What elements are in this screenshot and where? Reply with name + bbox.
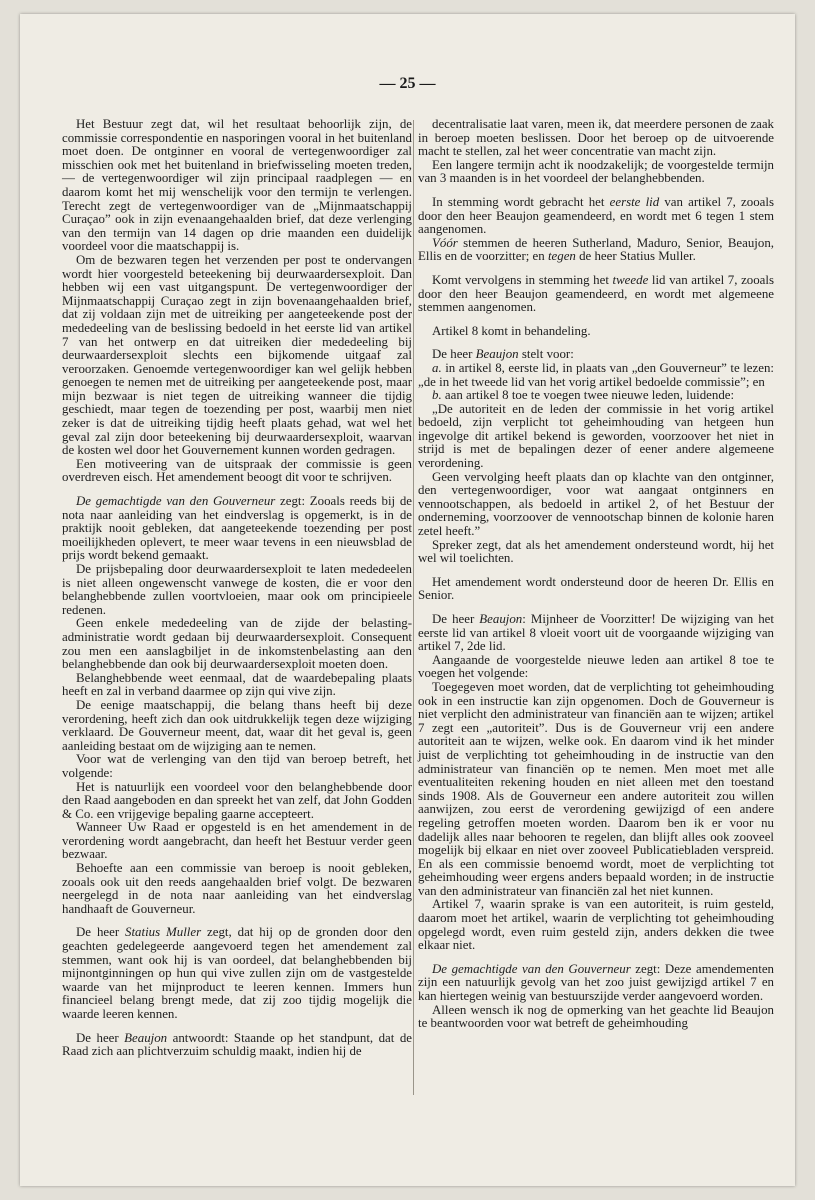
paragraph: De gemachtigde van den Gouverneur zegt: Zooals reeds bij de nota naar aanleiding van het eindverslag is opgemerkt, is in de praktijk nooit gebleken, dat aangeteekende toezending per post moeilijkheden oplevert, te meer waar tevens in een nieuwsblad de prijs wordt bekend gemaakt. — [62, 494, 413, 563]
paragraph: Spreker zegt, dat als het amendement ondersteund wordt, hij het wel wil toelichten. — [418, 537, 774, 566]
paragraph: Een motiveering van de uitspraak der commissie is geen overdreven eisch. Het amendement beoogt dit voor te schrijven. — [62, 456, 412, 485]
paragraph: Geen enkele mededeeling van de zijde der belasting-administratie wordt gedaan bij deurwaardersexploit. Consequent zou men een aanslagbiljet in de inkomstenbelasting aan den belanghebbende dan ook bij deurwaardersexploit moeten doen. — [62, 616, 412, 672]
paragraph: De prijsbepaling door deurwaardersexploit te laten mededeelen is niet alleen ongewenscht vanwege de kosten, die er voor den belanghebbende zullen voortvloeien, maar ook om principieele redenen. — [62, 562, 412, 617]
page-number: — 25 — — [379, 75, 436, 92]
paragraph: Komt vervolgens in stemming het tweede lid van artikel 7, zooals door den heer Beaujon geamendeerd, en wordt met algemeene stemmen aangenomen. — [418, 272, 774, 315]
paragraph: De eenige maatschappij, die belang thans heeft bij deze verordening, heeft zich dan ook uitdrukkelijk tegen deze wijziging verklaard. De Gouverneur meent, dat, waar dit het geval is, geen aanleiding bestaat om de wijziging aan te nemen. — [62, 697, 412, 753]
paragraph: De gemachtigde van den Gouverneur zegt: Deze amendementen zijn een natuurlijk gevolg van het zoo juist gewijzigd artikel 7 en kan hiertegen weinig van bestuurszijde verder aangevoerd worden. — [418, 961, 774, 1004]
column-divider — [413, 120, 414, 1095]
paragraph: a. in artikel 8, eerste lid, in plaats van „den Gouverneur” te lezen: „de in het tweede lid van het vorig artikel bedoelde commissie”; en — [418, 360, 774, 389]
paragraph: Wanneer Uw Raad er opgesteld is en het amendement in de verordening wordt aangebracht, dan heeft het Bestuur verder geen bezwaar. — [62, 820, 412, 862]
paragraph: Om de bezwaren tegen het verzenden per post te ondervangen wordt hier voorgesteld beteekening bij deurwaardersexploit. Dan hebben wij een vast uitgangspunt. De vertegenwoordiger der Mijnmaatschappij Curaçao zegt in zijn bovenaangehaalden brief, dat zij voldaan zijn met de uitreiking per aangeteekende post der mededeeling van de beslissing bedoeld in het eerste lid van artikel 7 van het ontwerp en dat uitreiken dier mededeeling bij deurwaardersexploit slechts een bijkomende uitgaaf zal veroorzaken. Genoemde vertegenwoordiger kan wel gelijk hebben genoegen te nemen met de uitreiking per aangeteekende post, maar mijn bezwaar is niet tegen de uitreiking wanneer die tijdig geschiedt, maar tegen de toezending per post, waarbij men niet zeker is dat de uitreiking tijdig heeft plaats gehad, wat wel het geval zal zijn door beteekening bij deurwaardersexploit, waarvan de kosten wel door het Gouvernement kunnen worden gedragen. — [62, 252, 412, 458]
left-column — [62, 118, 412, 1059]
paragraph: De heer Beaujon antwoordt: Staande op het standpunt, dat de Raad zich aan plichtverzuim schuldig maakt, indien hij de — [62, 1030, 412, 1059]
paragraph: Het is natuurlijk een voordeel voor den belanghebbende door den Raad aangeboden en dan spreekt het van zelf, dat John Godden & Co. een vrijgevige bepaling gaarne accepteert. — [62, 779, 412, 821]
paragraph: Artikel 8 komt in behandeling. — [432, 323, 591, 338]
paragraph: Het Bestuur zegt dat, wil het resultaat behoorlijk zijn, de commissie correspondentie en nasporingen vooral in het buitenland moet doen. De ontginner en vooral de vertegenwoordiger zal misschien ook met het buitenland in briefwisseling moeten treden, — de vertegenwoordiger wil zijn principaal raadplegen — en daarom komt het mij wenschelijk voor den termijn te verlengen. Terecht zegt de vertegenwoordiger van de „Mijnmaatschappij Curaçao” ook in zijn evenaangehaalden brief, dat deze verlenging van den termijn van 14 dagen op drie maanden een duidelijk voordeel voor die maatschappij is. — [62, 117, 412, 254]
paragraph: „De autoriteit en de leden der commissie in het vorig artikel bedoeld, zijn verplicht tot geheimhouding van hetgeen hun ingevolge dit artikel bekend is geworden, voorzoover het niet in strijd is met de bepalingen dezer of eener andere algemeene verordening. — [418, 401, 774, 471]
paragraph: Toegegeven moet worden, dat de verplichting tot geheimhouding ook in een instructie kan zijn opgenomen. Doch de Gouverneur is niet verplicht den administrateur van financiën aan te wijzen; artikel 7 zegt een „autoriteit”. Dus is de Gouverneur vrij een andere autoriteit aan te wijzen, welke ook. En daarom vind ik het minder juist de verplichting tot geheimhouding in de instructie van den administrateur van financiën op te nemen. Men moet met alle eventualiteiten rekening houden en niet alleen met den toestand sinds 1908. Als de Gouverneur een andere autoriteit zou willen aanwijzen, zou eerst de verordening gewijzigd of een andere regeling getroffen moeten worden. Daarom ben ik er voor nu dadelijk alles naar behooren te regelen, dan blijft alles ook zooveel mogelijk bij elkaar en niet over zooveel Publicatiebladen verspreid. En als een commissie benoemd wordt, moet de verplichting tot geheimhouding weer ergens anders bepaald worden; in de instructie van den administrateur van financiën zal het niet kunnen. — [418, 679, 774, 898]
paragraph: In stemming wordt gebracht het eerste lid van artikel 7, zooals door den heer Beaujon geamendeerd, en wordt met 6 tegen 1 stem aangenomen. — [418, 194, 774, 237]
paragraph: Geen vervolging heeft plaats dan op klachte van den ontginner, den vertegenwoordiger, voor wat aangaat ontginners en vennootschappen, als bedoeld in artikel 2, of het Bestuur der onderneming, voorzoover de vennootschap binnen de kolonie haren zetel heeft.” — [418, 469, 774, 539]
paragraph: Aangaande de voorgestelde nieuwe leden aan artikel 8 toe te voegen het volgende: — [418, 652, 774, 681]
paragraph: Behoefte aan een commissie van beroep is nooit gebleken, zooals ook uit den reeds aangehaalden brief volgt. De bezwaren neergelegd in de nota naar aanleiding van het eindverslag handhaaft de Gouverneur. — [62, 861, 412, 916]
paragraph: b. aan artikel 8 toe te voegen twee nieuwe leden, luidende: — [432, 388, 735, 403]
paragraph: De heer Statius Muller zegt, dat hij op de gronden door den geachten gedelegeerde aangevoerd tegen het amendement zal stemmen, want ook hij is van oordeel, dat belanghebbenden bij mijnontginningen op hun qui vive zullen zijn om de vastgestelde waarde van het mijnproduct te leeren kennen. Immers hun financieel belang brengt mede, dat zij zoo tijdig mogelijk die waarde leeren kennen. — [62, 925, 412, 1021]
paragraph: Artikel 7, waarin sprake is van een autoriteit, is ruim gesteld, daarom moet het artikel, waarin de verplichting tot geheimhouding opgelegd wordt, even ruim gesteld zijn, anders dekken die twee elkaar niet. — [418, 897, 774, 953]
paragraph: Een langere termijn acht ik noodzakelijk; de voorgestelde termijn van 3 maanden is in het voordeel der belanghebbenden. — [418, 157, 774, 186]
paragraph: Vóór stemmen de heeren Sutherland, Maduro, Senior, Beaujon, Ellis en de voorzitter; en tegen de heer Statius Muller. — [418, 235, 774, 264]
right-column — [418, 118, 774, 1031]
paragraph: decentralisatie laat varen, meen ik, dat meerdere personen de zaak in beroep moeten beslissen. Door het beroep op de uitvoerende macht te stellen, zal het weer concentratie van macht zijn. — [418, 117, 774, 159]
paragraph: Voor wat de verlenging van den tijd van beroep betreft, het volgende: — [62, 752, 412, 780]
paragraph: Belanghebbende weet eenmaal, dat de waardebepaling plaats heeft en zal in verband daarmee op zijn qui vive zijn. — [62, 670, 412, 699]
paragraph: Het amendement wordt ondersteund door de heeren Dr. Ellis en Senior. — [418, 574, 774, 603]
paragraph: De heer Beaujon stelt voor: — [432, 347, 574, 362]
paragraph: De heer Beaujon: Mijnheer de Voorzitter! De wijziging van het eerste lid van artikel 8 vloeit voort uit de voorgaande wijziging van artikel 7, 2de lid. — [418, 612, 774, 654]
paragraph: Alleen wensch ik nog de opmerking van het geachte lid Beaujon te beantwoorden voor wat betreft de geheimhouding — [418, 1002, 774, 1031]
